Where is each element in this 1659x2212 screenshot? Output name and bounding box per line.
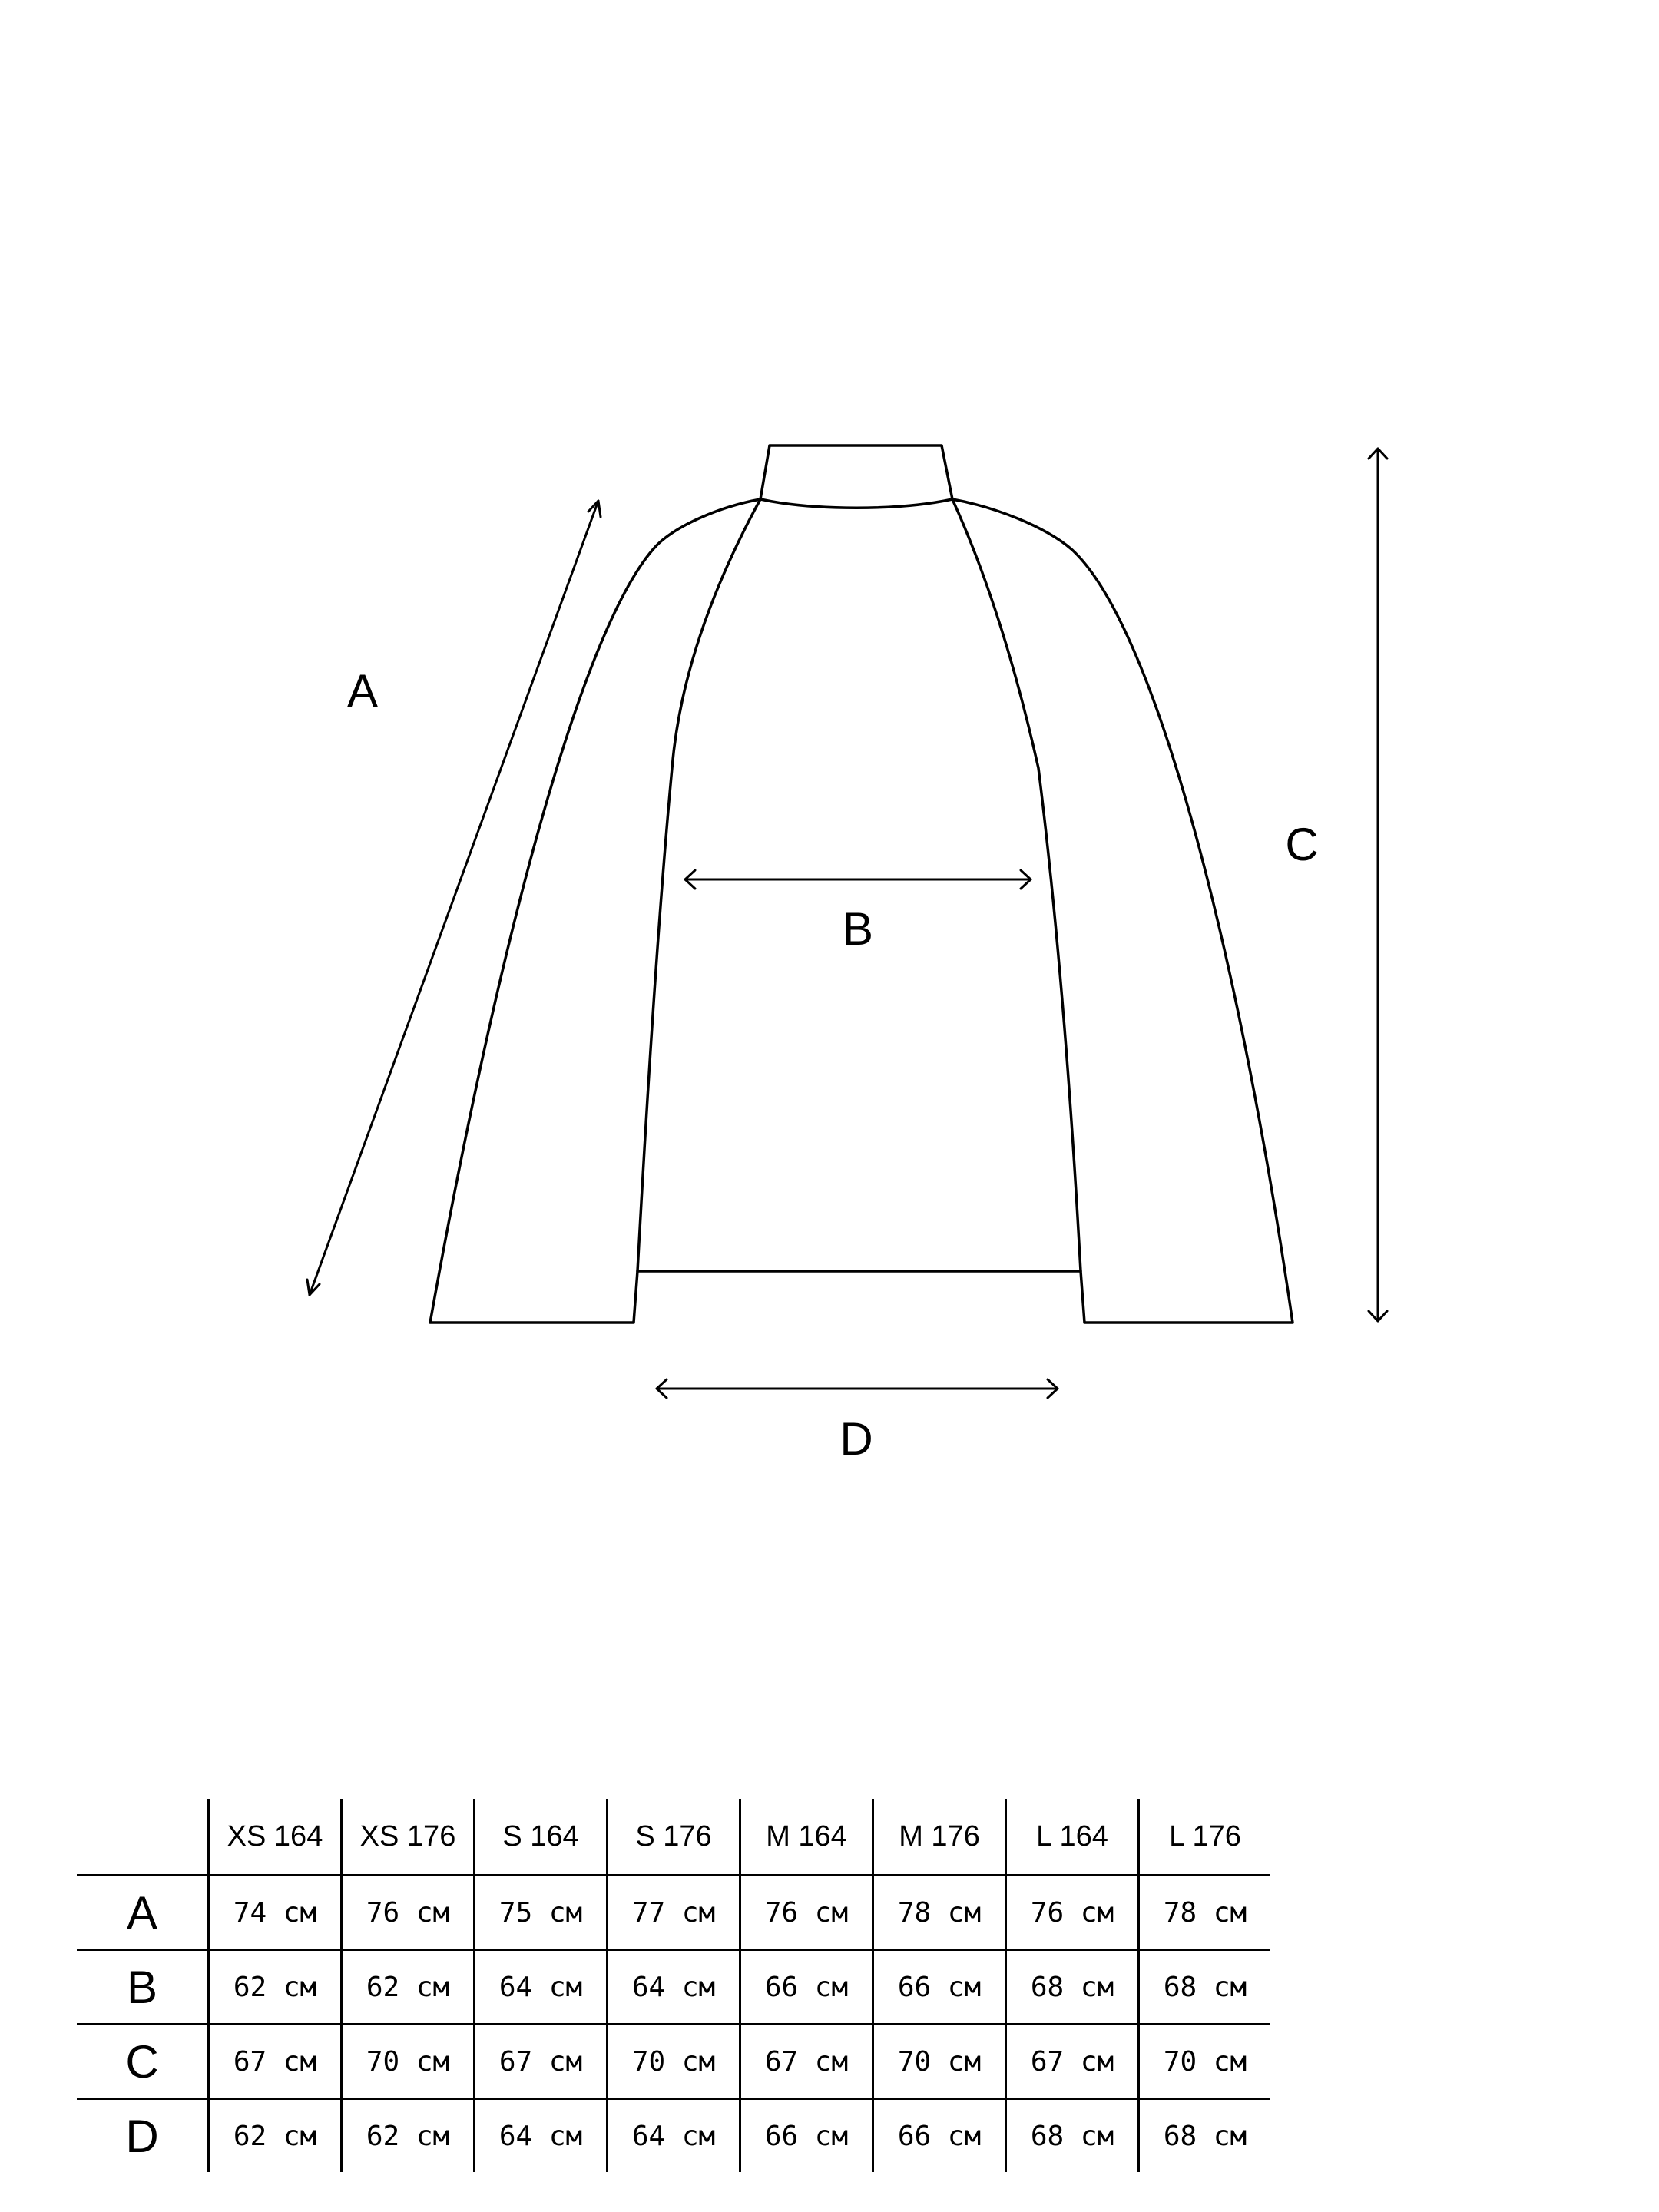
table-cell: 67 см [740,2025,873,2099]
table-cell: 75 см [475,1876,608,1950]
collar-outline [760,445,952,508]
right-sleeve-outline [952,499,1293,1323]
measure-a-arrow [310,501,598,1295]
table-cell: 67 см [1006,2025,1139,2099]
table-cell: 68 см [1139,1950,1271,2025]
table-cell: 78 см [1139,1876,1271,1950]
table-header-row [77,1799,1270,1876]
left-sleeve-outline [430,499,760,1323]
table-cell: 62 см [209,2099,342,2173]
table-cell: 68 см [1139,2099,1271,2173]
column-header: L 176 [1139,1799,1271,1876]
table-cell: 74 см [209,1876,342,1950]
table-cell: 76 см [740,1876,873,1950]
column-header: XS 164 [209,1799,342,1876]
row-label: B [77,1950,209,2025]
column-header: S 176 [608,1799,740,1876]
row-label: C [77,2025,209,2099]
table-cell: 64 см [608,2099,740,2173]
table-cell: 76 см [1006,1876,1139,1950]
table-cell: 68 см [1006,1950,1139,2025]
column-header: XS 176 [342,1799,475,1876]
table-cell: 62 см [342,1950,475,2025]
measure-b-label: B [842,903,874,955]
measure-d-label: D [839,1413,873,1465]
column-header: L 164 [1006,1799,1139,1876]
table-cell: 66 см [740,1950,873,2025]
table-cell: 64 см [475,1950,608,2025]
table-cell: 67 см [475,2025,608,2099]
table-row [77,2025,1270,2099]
table-cell: 70 см [873,2025,1006,2099]
table-cell: 66 см [873,2099,1006,2173]
table-cell: 70 см [608,2025,740,2099]
table-cell: 68 см [1006,2099,1139,2173]
table-cell: 66 см [740,2099,873,2173]
column-header: S 164 [475,1799,608,1876]
measure-a-label: A [346,665,379,717]
table-cell: 62 см [209,1950,342,2025]
column-header: M 176 [873,1799,1006,1876]
table-cell: 62 см [342,2099,475,2173]
row-label: D [125,2110,159,2162]
measure-c-label: C [1285,819,1319,870]
table-cell: 77 см [608,1876,740,1950]
table-cell: 66 см [873,1950,1006,2025]
table-cell: 64 см [608,1950,740,2025]
table-corner-cell [77,1799,209,1876]
table-cell: 70 см [342,2025,475,2099]
column-header: M 164 [740,1799,873,1876]
table-cell: 64 см [475,2099,608,2173]
size-table [77,1799,1270,2172]
body-outline [637,499,1081,1271]
table-row [77,1950,1270,2025]
table-cell: 78 см [873,1876,1006,1950]
table-cell: 76 см [342,1876,475,1950]
table-cell: 70 см [1139,2025,1271,2099]
table-row [77,2099,1270,2173]
table-cell: 67 см [209,2025,342,2099]
row-label: A [77,1876,209,1950]
table-row [77,1876,1270,1950]
